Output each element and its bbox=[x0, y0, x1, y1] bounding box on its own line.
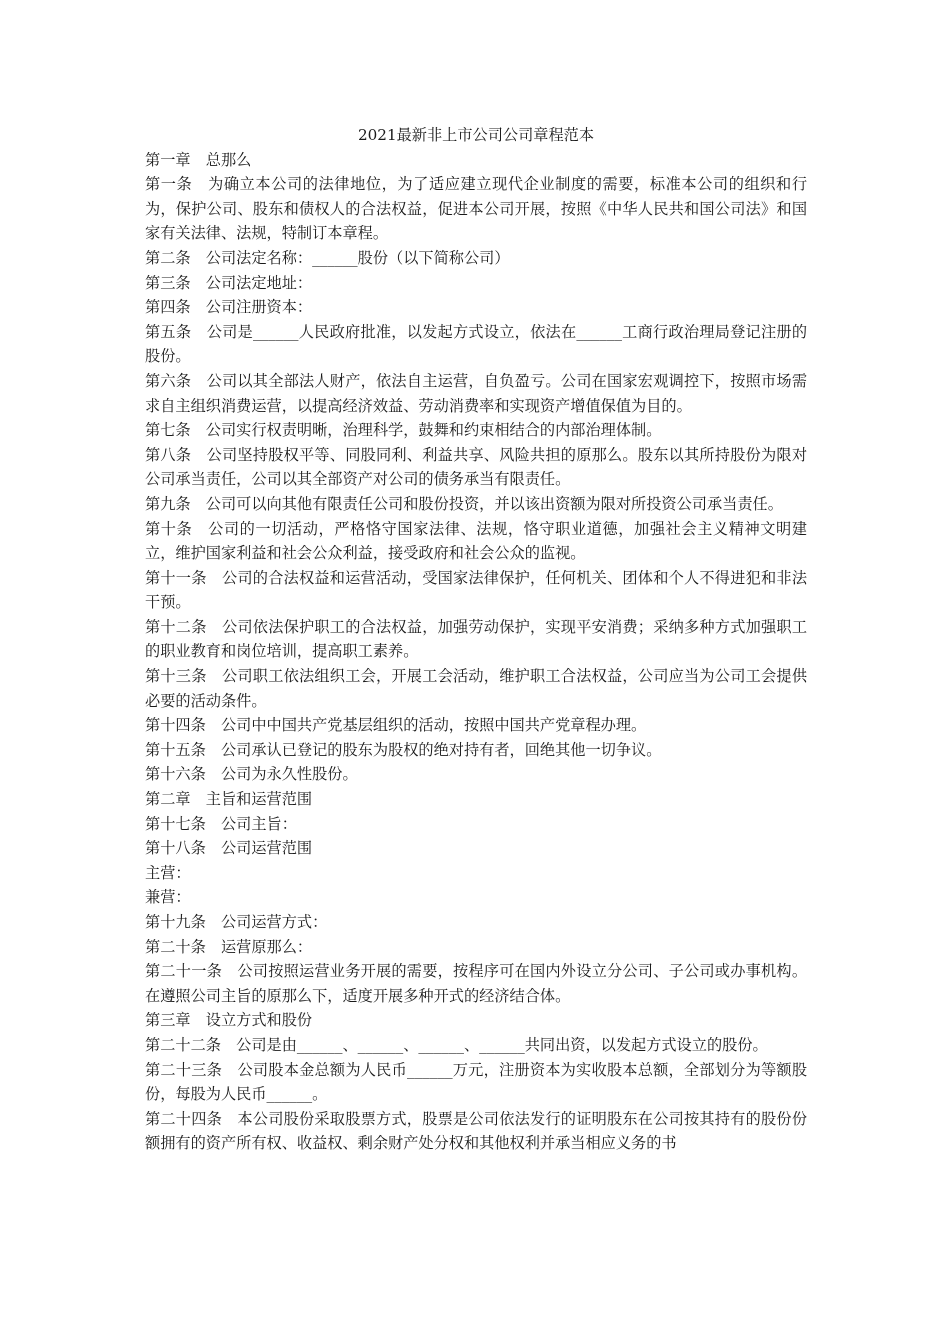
paragraph-chapter-1: 第一章 总那么 bbox=[145, 150, 252, 169]
paragraph-article-13: 第十三条 公司职工依法组织工会，开展工会活动，维护职工合法权益，公司应当为公司工会提供必要的活动条件。 bbox=[145, 667, 807, 710]
paragraph-side-business: 兼营： bbox=[145, 888, 191, 907]
paragraph-article-5: 第五条 公司是______人民政府批准，以发起方式设立，依法在______工商行政治理局登记注册的股份。 bbox=[145, 322, 807, 366]
paragraph-article-7: 第七条 公司实行权责明晰，治理科学，鼓舞和约束相结合的内部治理体制。 bbox=[145, 421, 662, 440]
paragraph-article-10: 第十条 公司的一切活动，严格恪守国家法律、法规，恪守职业道德，加强社会主义精神文明建立，维护国家利益和社会公众利益，接受政府和社会公众的监视。 bbox=[145, 519, 807, 563]
paragraph-article-6: 第六条 公司以其全部法人财产，依法自主运营，自负盈亏。公司在国家宏观调控下，按照市场需求自主组织消费运营，以提高经济效益、劳动消费率和实现资产增值保值为目的。 bbox=[145, 371, 807, 415]
paragraph-chapter-2: 第二章 主旨和运营范围 bbox=[145, 790, 313, 809]
paragraph-main-business: 主营： bbox=[145, 863, 191, 882]
paragraph-article-17: 第十七条 公司主旨： bbox=[145, 814, 297, 833]
paragraph-article-20: 第二十条 运营原那么： bbox=[145, 937, 313, 956]
paragraph-article-15: 第十五条 公司承认已登记的股东为股权的绝对持有者，回绝其他一切争议。 bbox=[145, 740, 662, 759]
paragraph-article-4: 第四条 公司注册资本： bbox=[145, 298, 313, 317]
paragraph-article-21: 第二十一条 公司按照运营业务开展的需要，按程序可在国内外设立分公司、子公司或办事机构。在遵照公司主旨的原那么下，适度开展多种开式的经济结合体。 bbox=[145, 962, 807, 1005]
paragraph-article-18: 第十八条 公司运营范围 bbox=[145, 839, 313, 858]
paragraph-article-12: 第十二条 公司依法保护职工的合法权益，加强劳动保护，实现平安消费；采纳多种方式加强职工的职业教育和岗位培训，提高职工素养。 bbox=[145, 617, 807, 661]
paragraph-article-23: 第二十三条 公司股本金总额为人民币______万元，注册资本为实收股本总额，全部划分为等额股份，每股为人民币______。 bbox=[145, 1060, 807, 1104]
paragraph-article-11: 第十一条 公司的合法权益和运营活动，受国家法律保护，任何机关、团体和个人不得进犯和非法干预。 bbox=[145, 568, 807, 612]
paragraph-article-2: 第二条 公司法定名称：______股份（以下简称公司） bbox=[145, 248, 510, 267]
paragraph-article-1: 第一条 为确立本公司的法律地位，为了适应建立现代企业制度的需要，标准本公司的组织和行为，保护公司、股东和债权人的合法权益，促进本公司开展，按照《中华人民共和国公司法》和国家有关法律、法规，特制订本章程。 bbox=[145, 175, 807, 243]
paragraph-article-19: 第十九条 公司运营方式： bbox=[145, 913, 328, 931]
paragraph-article-16: 第十六条 公司为永久性股份。 bbox=[145, 765, 358, 784]
paragraph-article-8: 第八条 公司坚持股权平等、同股同利、利益共享、风险共担的原那么。股东以其所持股份为限对公司承当责任，公司以其全部资产对公司的债务承当有限责任。 bbox=[145, 445, 807, 489]
paragraph-article-24: 第二十四条 本公司股份采取股票方式，股票是公司依法发行的证明股东在公司按其持有的股份份额拥有的资产所有权、收益权、剩余财产处分权和其他权利并承当相应义务的书 bbox=[145, 1109, 807, 1153]
paragraph-chapter-3: 第三章 设立方式和股份 bbox=[145, 1011, 313, 1030]
document-body bbox=[145, 123, 807, 1156]
document-title: 2021最新非上市公司公司章程范本 bbox=[357, 126, 595, 144]
paragraph-article-14: 第十四条 公司中中国共产党基层组织的活动，按照中国共产党章程办理。 bbox=[145, 716, 647, 735]
paragraph-article-3: 第三条 公司法定地址： bbox=[145, 273, 313, 292]
paragraph-article-9: 第九条 公司可以向其他有限责任公司和股份投资，并以该出资额为限对所投资公司承当责任。 bbox=[145, 494, 783, 513]
paragraph-article-22: 第二十二条 公司是由______、______、______、______共同出资，以发起方式设立的股份。 bbox=[145, 1035, 768, 1054]
